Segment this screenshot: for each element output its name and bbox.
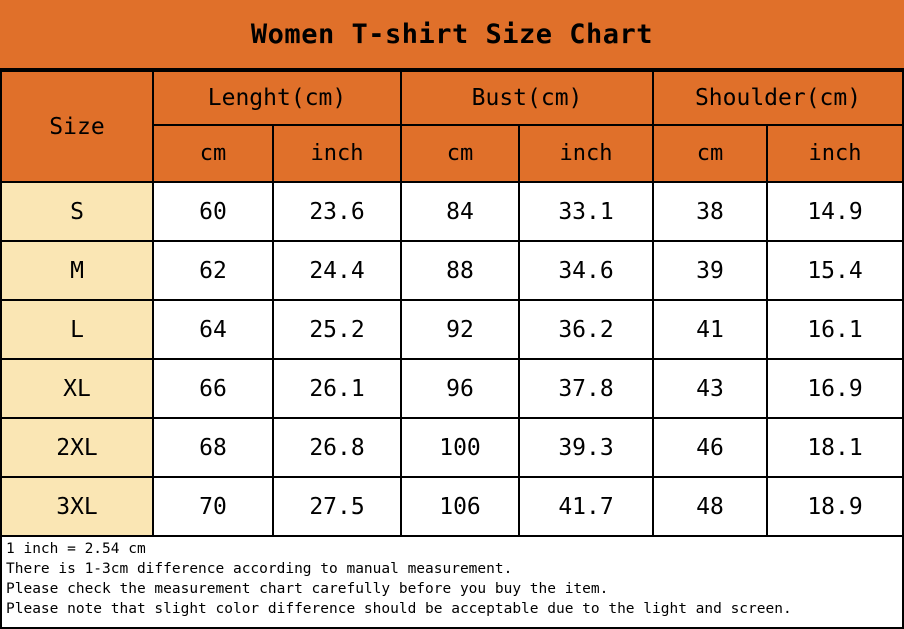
header-row-groups — [1, 71, 903, 125]
cell-shoulder-cm: 48 — [653, 477, 767, 536]
table-row — [1, 359, 903, 418]
cell-size: XL — [1, 359, 153, 418]
cell-shoulder-inch: 18.9 — [767, 477, 903, 536]
table-header — [1, 71, 903, 182]
cell-size: S — [1, 182, 153, 241]
table-row — [1, 418, 903, 477]
cell-bust-cm: 84 — [401, 182, 519, 241]
cell-shoulder-inch: 15.4 — [767, 241, 903, 300]
header-unit-lenght-cm: cm — [153, 125, 273, 182]
header-unit-shoulder-inch: inch — [767, 125, 903, 182]
table-body — [1, 182, 903, 536]
notes-section — [0, 537, 904, 629]
chart-title-bar — [0, 0, 904, 70]
table-row — [1, 241, 903, 300]
cell-shoulder-cm: 39 — [653, 241, 767, 300]
header-unit-shoulder-cm: cm — [653, 125, 767, 182]
cell-shoulder-inch: 14.9 — [767, 182, 903, 241]
cell-shoulder-inch: 18.1 — [767, 418, 903, 477]
cell-bust-inch: 36.2 — [519, 300, 653, 359]
cell-bust-cm: 100 — [401, 418, 519, 477]
note-line: There is 1-3cm difference according to manual measurement. — [6, 561, 513, 577]
cell-lenght-cm: 62 — [153, 241, 273, 300]
table-row — [1, 182, 903, 241]
size-chart-table — [0, 70, 904, 537]
header-unit-bust-cm: cm — [401, 125, 519, 182]
cell-lenght-inch: 26.1 — [273, 359, 401, 418]
header-group-shoulder: Shoulder(cm) — [653, 71, 903, 125]
note-line: Please note that slight color difference should be acceptable due to the light and screen. — [6, 601, 792, 617]
cell-shoulder-inch: 16.9 — [767, 359, 903, 418]
cell-lenght-inch: 25.2 — [273, 300, 401, 359]
cell-bust-cm: 92 — [401, 300, 519, 359]
cell-bust-inch: 34.6 — [519, 241, 653, 300]
cell-shoulder-inch: 16.1 — [767, 300, 903, 359]
cell-bust-inch: 41.7 — [519, 477, 653, 536]
header-group-lenght: Lenght(cm) — [153, 71, 401, 125]
cell-shoulder-cm: 46 — [653, 418, 767, 477]
cell-bust-cm: 96 — [401, 359, 519, 418]
note-line: Please check the measurement chart carefully before you buy the item. — [6, 581, 609, 597]
note-line: 1 inch = 2.54 cm — [6, 541, 146, 557]
header-unit-bust-inch: inch — [519, 125, 653, 182]
cell-bust-cm: 106 — [401, 477, 519, 536]
cell-bust-inch: 33.1 — [519, 182, 653, 241]
header-size: Size — [1, 71, 153, 182]
cell-lenght-cm: 66 — [153, 359, 273, 418]
table-row — [1, 300, 903, 359]
cell-lenght-cm: 68 — [153, 418, 273, 477]
cell-lenght-inch: 23.6 — [273, 182, 401, 241]
header-unit-lenght-inch: inch — [273, 125, 401, 182]
cell-lenght-cm: 64 — [153, 300, 273, 359]
cell-lenght-inch: 24.4 — [273, 241, 401, 300]
cell-lenght-cm: 70 — [153, 477, 273, 536]
cell-lenght-inch: 27.5 — [273, 477, 401, 536]
page-title: Women T-shirt Size Chart — [250, 18, 654, 50]
cell-size: M — [1, 241, 153, 300]
cell-bust-inch: 37.8 — [519, 359, 653, 418]
header-group-bust: Bust(cm) — [401, 71, 653, 125]
cell-bust-cm: 88 — [401, 241, 519, 300]
cell-size: 2XL — [1, 418, 153, 477]
cell-lenght-cm: 60 — [153, 182, 273, 241]
cell-size: 3XL — [1, 477, 153, 536]
cell-shoulder-cm: 41 — [653, 300, 767, 359]
cell-lenght-inch: 26.8 — [273, 418, 401, 477]
cell-shoulder-cm: 43 — [653, 359, 767, 418]
cell-bust-inch: 39.3 — [519, 418, 653, 477]
cell-shoulder-cm: 38 — [653, 182, 767, 241]
table-row — [1, 477, 903, 536]
cell-size: L — [1, 300, 153, 359]
